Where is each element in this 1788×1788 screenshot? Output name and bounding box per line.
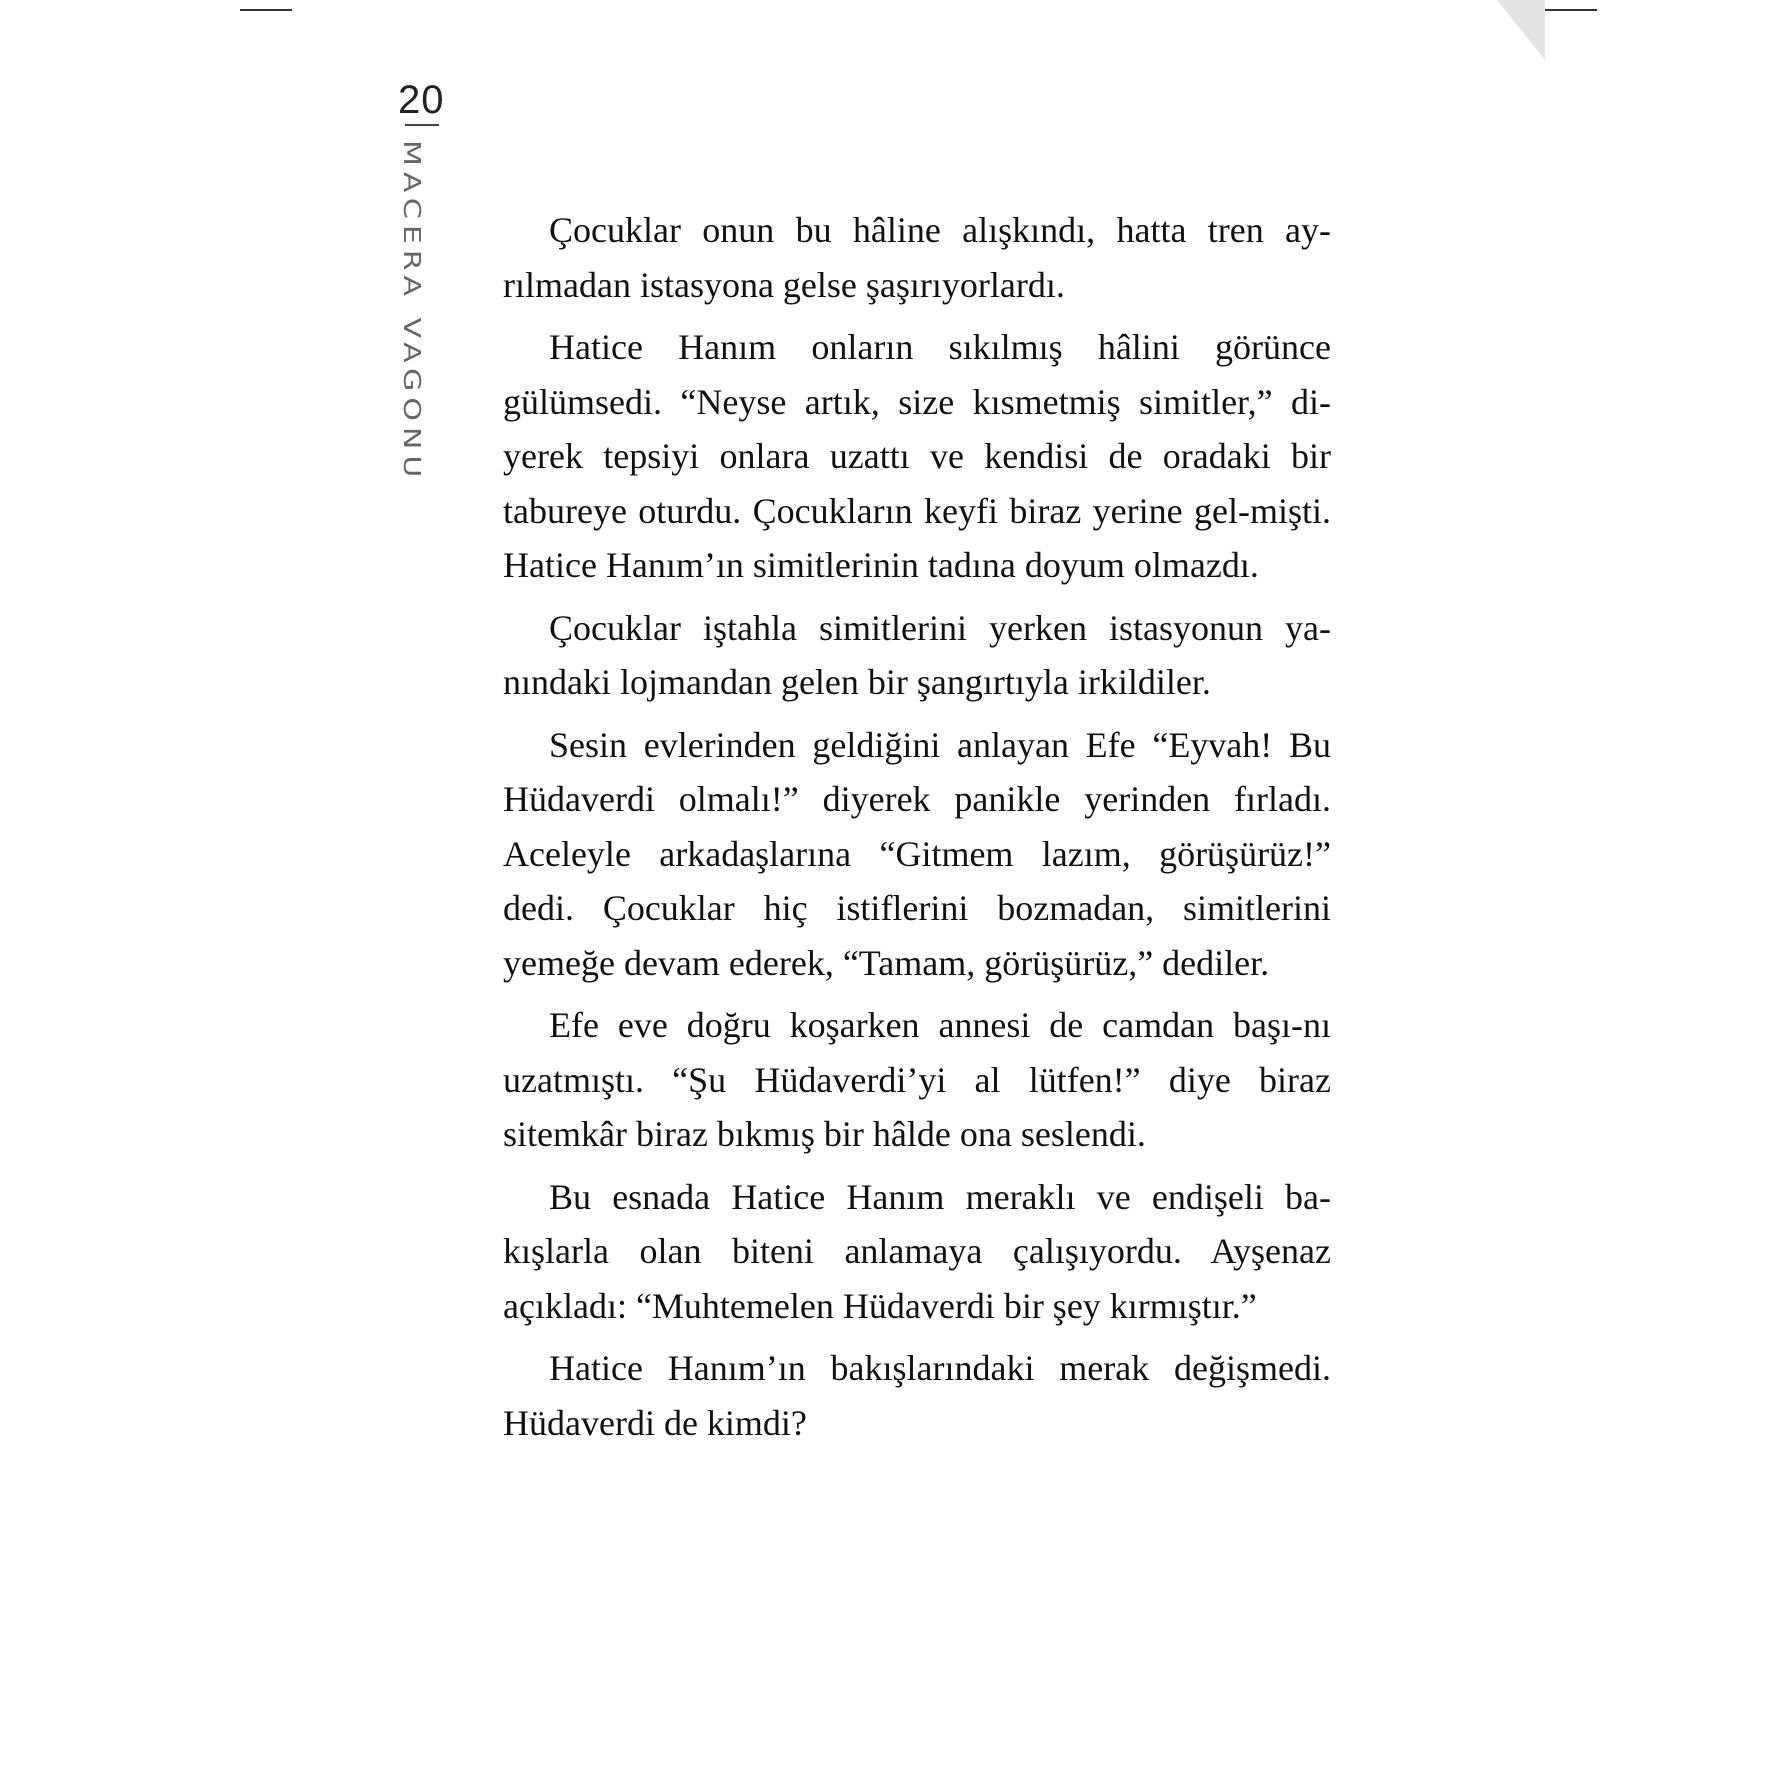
paragraph-4: Sesin evlerinden geldiğini anlayan Efe “Eyvah! Bu Hüdaverdi olmalı!” diyerek panikle yerinden fırladı. Aceleyle arkadaşlarına “Gitmem lazım, görüşürüz!” dedi. Çocuklar hiç istiflerini bozmadan, simitlerini yemeğe devam ederek, “Tamam, görüşürüz,” dediler. [503,724,1331,983]
paragraph-6: Bu esnada Hatice Hanım meraklı ve endişeli ba-kışlarla olan biteni anlamaya çalışıyordu. Ayşenaz açıkladı: “Muhtemelen Hüdaverdi bir şey kırmıştır.” [503,1176,1331,1326]
paragraph-2: Hatice Hanım onların sıkılmış hâlini görünce gülümsedi. “Neyse artık, size kısmetmiş simitler,” di-yerek tepsiyi onlara uzattı ve kendisi de oradaki bir tabureye oturdu. Çocukların keyfi biraz yerine gel-mişti. Hatice Hanım’ın simitlerinin tadına doyum olmazdı. [503,327,1331,585]
running-title: MACERA VAGONU [398,140,426,484]
paragraph-5: Efe eve doğru koşarken annesi de camdan başı-nı uzatmıştı. “Şu Hüdaverdi’yi al lütfen!” diye biraz sitemkâr biraz bıkmış bir hâlde ona seslendi. [503,1005,1331,1154]
page-number: 20 [398,78,445,122]
crop-mark-left [240,9,292,11]
paragraph-3: Çocuklar iştahla simitlerini yerken istasyonun ya-nındaki lojmandan gelen bir şangırtıyla irkildiler. [503,607,1331,702]
crop-mark-right [1545,9,1597,11]
paragraph-7: Hatice Hanım’ın bakışlarındaki merak değişmedi. Hüdaverdi de kimdi? [503,1348,1331,1443]
paragraph-1: Çocuklar onun bu hâline alışkındı, hatta tren ay-rılmadan istasyona gelse şaşırıyorlardı. [503,210,1331,305]
page-number-rule [405,124,439,126]
body-text [503,203,1331,1458]
page-corner-fold-icon [1497,0,1545,60]
